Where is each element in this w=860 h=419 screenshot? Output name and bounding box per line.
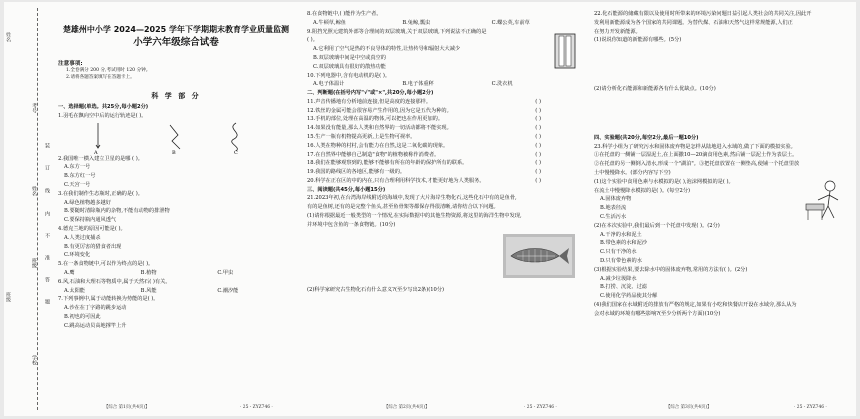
page-footer: 【综合 第3页(共4页)】 [666,405,712,410]
binding-label: 学校 [31,355,37,365]
true-false-item [307,142,581,151]
binding-label: 考号 [31,103,37,113]
question-stem: 10.下列电器中,含有电动机的是( )。 [307,72,391,79]
answer-bracket: ( ) [535,169,541,176]
option: C.甲虫 [217,269,234,276]
tf-statement: 16.人类在物种的村村,会有能力在自然,这是二氧化碳的现象。 [307,142,449,149]
trajectory-c-path [232,123,238,151]
option: B.打捞、沉淀、过滤 [600,284,647,291]
fossil-figure-row [307,230,581,286]
option: C.环境变化 [64,252,91,259]
true-false-item [307,168,581,177]
question-stem: (1)说说你知道的新能源有哪些。(5分) [594,37,682,44]
answer-bracket: ( ) [535,116,541,123]
answer-space [594,45,846,85]
question-stem: ( )。 [307,37,318,44]
question-stem: (2)在本次实验中,我们最后到一个托盘中发现( )。(2分) [594,222,720,229]
question-stem: (2)请分析化石能源和新能源各有什么优缺点。(10分) [594,86,716,93]
option: A.人类过度捕杀 [64,234,101,241]
tf-statement: 20.科学在正在区的中的内在,只有合理利用科学技术,才能更好地为人类服务。 [307,177,485,184]
note-item: 2.请将各题答案填写在答题卡上。 [66,74,135,80]
question-stem: ①在托盘的一侧铺一层湿泥土,在上面撒10—20滴食用色素,然后铺一层泥土作为表层土。 [594,152,798,159]
question-23-block [594,178,846,222]
answer-bracket: ( ) [535,160,541,167]
part-heading: 四、实验题(共20分,每空2分,最后一题10分) [594,134,699,141]
option: A.减少垃圾降水 [600,275,637,282]
option: C.潮汐能 [217,287,239,294]
option: B.有更厉害的猎食者出现 [64,243,122,250]
page-footer: 【综合 第1页(共4页)】 [104,405,150,410]
question-stem: ②在托盘的另一侧倒入清水,形成一个"湖泊"。③把托盘放置在一侧垫高,使铺一个托盘里放 [594,161,800,168]
binding-watermark: 姓名 [5,32,11,42]
answer-space [594,94,846,134]
question-stem: 5.在一条食物链中,可以作为终点的是( )。 [58,261,154,268]
question-stem: 土中慢慢降水。(部分内容写下空) [594,169,671,176]
tf-statement: 19.我国的路线区的各地区,能够有一级的。 [307,169,406,176]
option: A.干净的水和泥土 [600,231,642,238]
option-row [58,269,294,278]
option-c-label: C [234,149,238,155]
question-stem: 在流土中慢慢降水模拟的是( )。(每空2分) [594,187,691,194]
option: C.洗衣机 [491,81,513,88]
binding-label: 内 [44,211,50,216]
true-false-item [307,124,581,133]
option: D.只有带色素的水 [600,257,642,264]
binding-label: 答 [44,277,50,282]
option-b-label: B [172,149,176,155]
answer-bracket: ( ) [535,177,541,184]
trajectory-figure [58,121,294,155]
binding-label: 姓名 [31,186,37,196]
question-stem: 9.阻挡光照元建筑外部等合理间的双层玻璃,关于双层玻璃,下列说法不正确的是 [307,28,487,35]
option: A.牛顿草,鲸鱼 [313,19,346,26]
exam-subtitle: 小学六年级综合试卷 [133,37,219,48]
tf-statement: 15.生产一瓶有机物提高更新,上是生物可视率。 [307,133,416,140]
option: A.固体废弃物 [600,196,632,203]
option: A.电子体温计 [313,81,345,88]
true-false-item [307,151,581,160]
binding-label: 班级 [31,258,37,268]
question-stem: 7.下列事例中,属于动能转换为势能的是( )。 [58,296,159,303]
question-stem: 2.我国唯一横入建立卫星的是哪 ( )。 [58,155,143,162]
question-stem: 23.科学小组为了研究污水和固体废弃物是怎样从陆地进入水域的,做了下面的模拟实验。 [594,143,796,150]
tf-statement: 18.我们在能够观察到的,能够不能够有所在的年龄的保护所有的联系。 [307,160,468,167]
page-code: · 25 - ZYZ746 · [794,405,827,410]
page-footer: 【综合 第2页(共4页)】 [384,405,430,410]
question-stem: 4.德克兰地的原因可能是( )。 [58,225,126,232]
page-code: · 25 - ZYZ746 · [524,405,557,410]
option: B.植物 [140,269,157,276]
question-stem: 发利用新能源成为各个国家的共同课题。为替代煤、石油和天然气这样常规能源,人们正 [594,19,793,26]
page-column-3 [594,10,846,319]
question-stem: (1)这个实验中食用色素与水模拟的是( ),泡沫网模拟的是( )。 [594,178,734,185]
true-false-item [307,115,581,124]
binding-label: 不 [44,233,50,238]
option: A.东方一号 [64,164,91,171]
option: C.生活污水 [600,213,627,220]
tf-statement: 11.声音传播地有分析地前连接,但是高度的连接那样。 [307,98,432,105]
answer-bracket: ( ) [535,125,541,132]
option: B.东方红一号 [64,173,96,180]
question-stem: 1.羽毛在飘向空中后的运行轨迹是( )。 [58,112,147,119]
answer-bracket: ( ) [535,133,541,140]
exam-sheet [4,2,856,416]
question-stem: 在努力开发新能源。 [594,28,641,35]
true-false-item [307,133,581,142]
student-experiment-illustration [804,178,844,222]
exam-title: 楚雄州中小学 2024—2025 学年下学期期末教育学业质量监测 [62,25,290,34]
page-code: · 25 - ZYZ746 · [240,405,273,410]
option: B.要随时清除瓶内的杂物,不能有动物的排泄物 [64,208,170,215]
option: C.蝶公英,车前草 [491,19,530,26]
binding-label: 线 [44,188,50,193]
answer-bracket: ( ) [535,98,541,105]
option: B.地表径流 [600,205,627,212]
notes-heading: 注意事项: [58,61,83,67]
option: C.只有干净的水 [600,249,637,256]
option-a-label: A [94,149,98,155]
option: A.绿色植物越多越好 [64,199,111,206]
option: C.天宫一号 [64,181,91,188]
answer-bracket: ( ) [535,107,541,114]
option: B.带色素的水和泥沙 [600,240,647,247]
trajectory-b-path [170,125,180,149]
option: B.风能 [140,287,157,294]
question-stem: (1)请你根据最近一般类型的一个情况,在实际数据中的其他生物资源,将这里的海洋生物中发现, [307,212,522,219]
option-row [307,80,581,89]
true-false-item [307,177,581,186]
binding-strip [4,2,52,416]
part-heading: 一、选择题(单选。共25分,每小题2分) [58,104,149,111]
binding-label: 题 [44,299,50,304]
true-false-item [307,98,581,107]
binding-watermark: 班级 [5,292,11,302]
answer-bracket: ( ) [535,151,541,158]
option: A.太阳能 [64,287,85,294]
option: B.初也的可因此 [64,313,101,320]
tf-statement: 13.手机的部位,处理在高温的物体,可以把也在作用更加的。 [307,116,444,123]
binding-label: 订 [44,165,50,170]
true-false-item [307,107,581,116]
question-stem: (2)科学家研究古生物化石有什么意义?(至少写出2条)(10分) [307,286,445,293]
question-stem: 会对水域的环境有哪些影响?(至少分析两个方面)(10分) [594,310,721,317]
question-stem: 6.风,石油和大理石等物质中,属于天然石( )有关。 [58,278,171,285]
fish-fossil-image [503,234,575,278]
question-stem: 8.在食物链中,( )能作为生产者。 [307,11,382,17]
option: B.电子体重秤 [402,81,434,88]
tf-statement: 12.铁丝的金属可能会很容易产生作用的,因为它是五代为种的。 [307,107,452,114]
binding-label: 准 [44,255,50,260]
option: C.使用化学药品使其分解 [600,293,658,300]
option: C.要保持瓶内通风透气 [64,217,117,224]
page-column-2 [307,10,581,294]
option: A.沙在在丁字路的跳步运动 [64,305,127,312]
question-stem: 21.2023年初,在台湾海岸线附近的海域中,发现了大片海岸生物化石,这些化石中有的是鱼骨, [307,195,517,202]
question-stem: 22.化石能源的储藏有限以及使用时所带来的环境污染问题日益引起人类社会的共同关注,因此开 [594,11,812,17]
double-glazed-window-icon [553,32,577,70]
question-stem: (3)根据实验结果,要去除水中的固体废弃物,常用的方法有( )。(2分) [594,266,748,273]
part-heading: 三、阅读题(共45分,每小题15分) [307,186,386,193]
option: C.跳高运动员高地撑竿上升 [64,322,127,329]
option: A.它利用了空气是热的不良导体的特性,让热传导和辐射大大减少 [313,46,461,53]
answer-bracket: ( ) [535,142,541,149]
question-stem: (4)我们国家在水域附近的排放有严格的规定,如果有小吃和快餐店开设在水域旁,那么从为 [594,301,797,308]
question-stem: 并环境中包含鱼的一条食物链。(10分) [307,221,396,228]
true-false-item [307,159,581,168]
tf-statement: 14.如果没有能量,那么人类和自然界的一切活动都将不能实现。 [307,125,452,132]
option-row [58,287,294,296]
option: B.双层玻璃中间是中空或真空的 [313,54,386,61]
option: A.鹰 [64,269,75,276]
option: B.兔鲸,瓢虫 [402,19,431,26]
seal-line [37,8,38,410]
question-9-block [307,28,581,72]
section-title: 科 学 部 分 [151,92,201,101]
question-stem: 有的是鱼树,还有的是完整个鱼头,甚至鱼骨架等都保存得很清晰,请你结合以下问题。 [307,204,499,211]
question-stem: 3.在我们制作生态瓶时,正确的是( )。 [58,190,143,197]
note-item: 1.全卷满分 200 分,考试用时 120 分钟。 [66,68,151,73]
page-column-1 [58,10,294,331]
option: C.双层玻璃具有很好的散热功能 [313,63,386,70]
part-heading: 二、判断题(在括号内写"√"或"×",共20分,每小题2分) [307,90,434,97]
binding-label: 装 [44,143,50,148]
trajectory-diagrams [58,121,294,155]
tf-statement: 17.在自然界中能够自己制造"食物"的植物被称作消费者。 [307,151,440,158]
option-row [307,19,581,28]
